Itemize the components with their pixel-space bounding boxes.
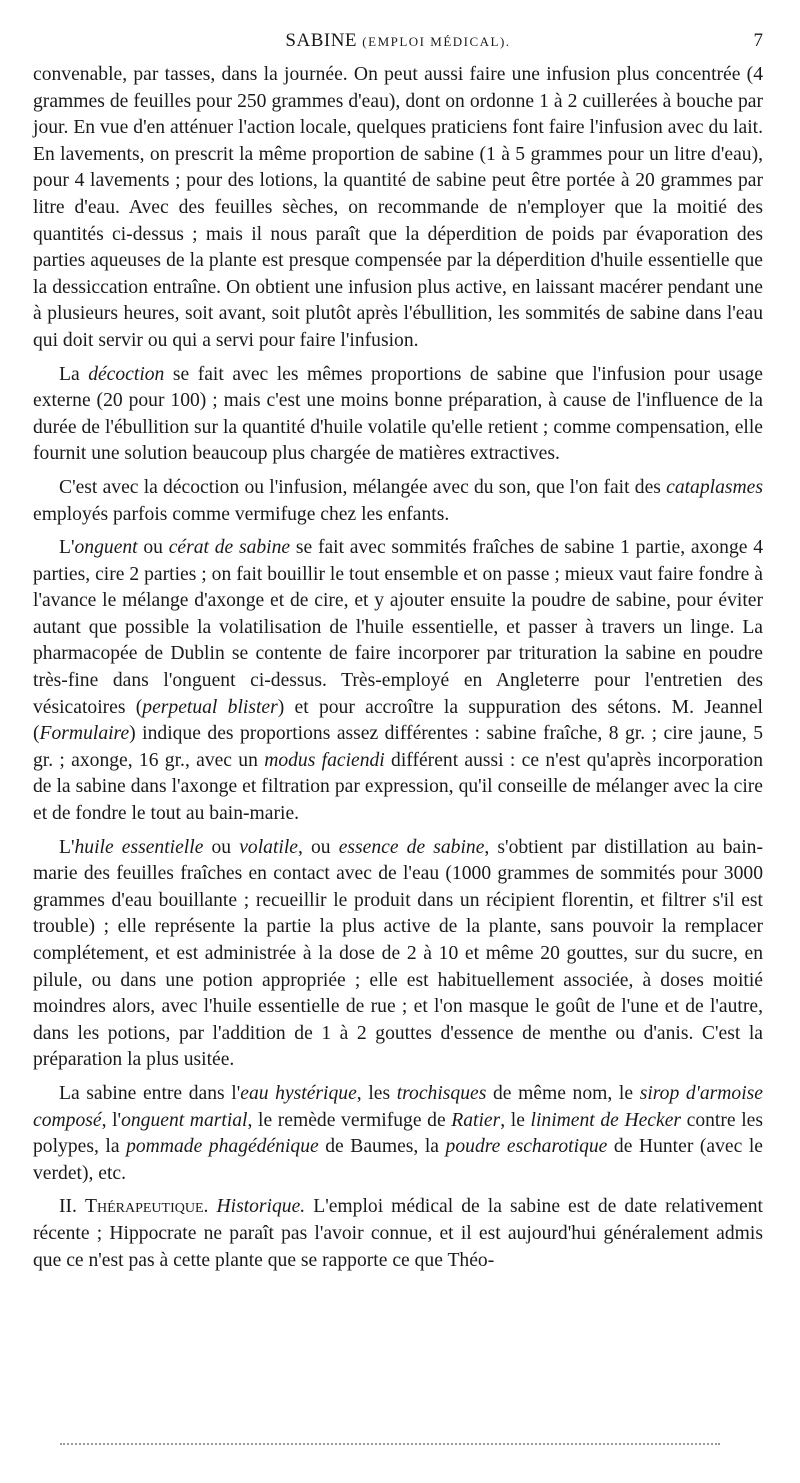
page-number: 7 [753,30,763,51]
header-subtitle: (EMPLOI MÉDICAL). [362,34,511,49]
text-run: convenable, par tasses, dans la journée. On peut aussi faire une infusion plus concentrée (4 grammes de feuilles pour 250 grammes d'eau), dont on ordonne 1 à 2 cuillerées à bouche par jour. En vue d'en atténuer l'action locale, quelques praticiens font faire l'infusion avec du lait. En lavements, on prescrit la même proportion de sabine (1 à 5 grammes pour un litre d'eau), pour 4 lavements ; pour des lotions, la quantité de sabine peut être portée à 20 grammes par litre d'eau. Avec des feuilles sèches, on recommande de n'employer que la moitié des quantités ci-dessus ; mais il nous paraît que la déperdition de poids par évaporation des parties aqueuses de la plante est presque compensée par la déperdition d'huile essentielle que la dessiccation entraîne. On obtient une infusion plus active, en laissant macérer pendant une à plusieurs heures, soit avant, soit plutôt après l'ébullition, les sommités de sabine dans l'eau qui doit servir ou qui a servi pour faire l'infusion. [33,64,763,351]
italic-text: onguent [74,537,138,559]
paragraph [33,475,763,528]
italic-text: huile essentielle [74,836,204,858]
italic-text: Historique. [216,1196,306,1218]
italic-text: trochisques [396,1082,487,1104]
section-heading-text: Thérapeutique. [85,1196,209,1218]
text-run: se fait avec les mêmes proportions de sabine que l'infusion pour usage externe (20 pour 100) ; mais c'est une moins bonne préparation, à cause de l'influence de la durée de l'ébullition sur la quantité d'huile volatile qu'elle retient ; comme compensation, elle fournit une solution beaucoup plus chargée de matières extractives. [33,363,763,465]
paragraph [33,535,763,828]
header-title: SABINE [285,30,358,51]
text-run: , le remède vermifuge de [247,1109,452,1131]
running-header [33,30,763,56]
text-run: employés parfois comme vermifuge chez les enfants. [33,503,450,525]
italic-text: eau hystérique [240,1082,357,1104]
italic-text: essence de sabine [338,836,485,858]
text-run: ou [137,537,169,559]
italic-text: décoction [88,363,165,385]
italic-text: cataplasmes [666,476,763,498]
italic-text: pommade phagédénique [126,1136,319,1158]
body-text [33,62,763,1274]
text-run: , le [500,1109,531,1131]
italic-text: volatile [239,836,298,858]
text-run: La sabine entre dans l' [59,1082,241,1104]
text-run: contre les polypes, la [33,1109,763,1158]
italic-text: Ratier [451,1109,501,1131]
text-run: , s'obtient par distillation au bain-marie des feuilles fraîches en contact avec de l'eau (1000 grammes de sommités pour 3000 grammes d'eau bouillante ; recueillir le produit dans un récipient florentin, et filtrer s'il est trouble) ; elle représente la partie la plus active de la plante, sans pouvoir la remplacer complétement, et est administrée à la dose de 2 à 10 et même 20 gouttes, sur du sucre, en pilule, ou dans une potion appropriée ; elle est habituellement associée, à doses moitié moindres alors, avec l'huile essentielle de rue ; et l'on masque le goût de l'une et de l'autre, dans les potions, par l'addition de 1 à 2 gouttes d'essence de menthe ou d'anis. C'est la préparation la plus usitée. [33,836,764,1071]
italic-text: perpetual blister [142,696,278,718]
text-run: de Baumes, la [318,1136,446,1158]
text-run: , l' [101,1109,122,1131]
text-run: de Hunter (avec le verdet), etc. [33,1136,763,1184]
text-run: ou [203,836,240,858]
italic-text: Formulaire [39,723,130,745]
paragraph [33,1081,763,1187]
italic-text: cérat de sabine [168,537,291,559]
text-run: différent aussi : ce n'est qu'après incorporation de la sabine dans l'axonge et filtration par expression, qu'il conseille de mélanger avec la cire et de fondre le tout au bain-marie. [33,749,763,825]
text-run: C'est avec la décoction ou l'infusion, mélangée avec du son, que l'on fait des [59,476,667,498]
text-run: II. [59,1196,85,1218]
text-run: ) indique des proportions assez différentes : sabine fraîche, 8 gr. ; cire jaune, 5 gr. ; axonge, 16 gr., avec un [33,723,763,771]
text-run: ) et pour accroître la suppuration des sétons. M. Jeannel ( [33,696,763,745]
paragraph [33,62,763,355]
text-run: L' [59,537,75,559]
text-run: L'emploi médical de la sabine est de date relativement récente ; Hippocrate ne paraît pas l'avoir connue, et il est aujourd'hui généralement admis que ce n'est pas à cette plante que se rapporte ce que Théo- [33,1196,763,1271]
italic-text: poudre escharotique [445,1136,608,1158]
text-run: de même nom, le [486,1082,640,1104]
text-run: , les [356,1082,397,1104]
text-run: La [59,363,89,385]
text-run: se fait avec sommités fraîches de sabine 1 partie, axonge 4 parties, cire 2 parties ; on fait bouillir le tout ensemble et on passe ; mieux vaut faire fondre à l'avance le mélange d'axonge et de cire, et y ajouter ensuite la poudre de sabine, pour éviter autant que possible la volatilisation de l'huile essentielle, et passer à travers un linge. La pharmacopée de Dublin se contente de faire incorporer par trituration la sabine en poudre très-fine dans l'onguent ci-dessus. Très-employé en Angleterre pour l'entretien des vésicatoires ( [33,537,763,718]
paragraph [33,362,763,468]
paragraph [33,1194,763,1274]
running-title [33,30,763,52]
italic-text: onguent martial [121,1109,248,1131]
text-run: , ou [297,836,339,858]
footer-rule [60,1443,720,1445]
italic-text: liniment de Hecker [530,1109,682,1131]
text-run: L' [59,836,75,858]
italic-text: sirop d'armoise composé [33,1082,763,1131]
italic-text: modus faciendi [264,749,385,771]
paragraph [33,835,763,1074]
